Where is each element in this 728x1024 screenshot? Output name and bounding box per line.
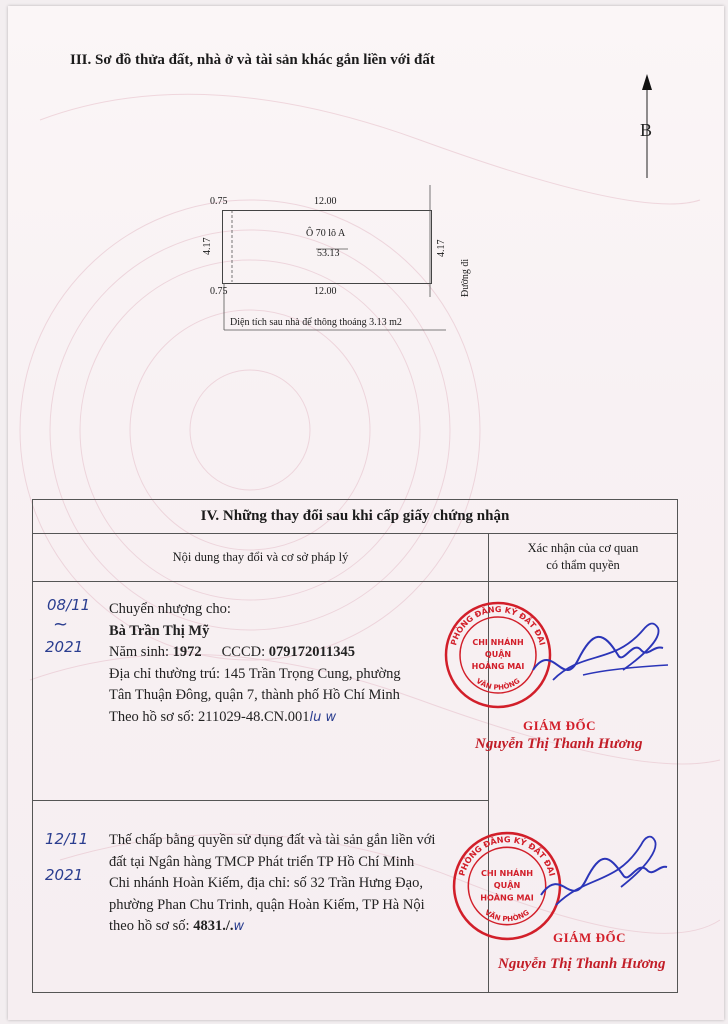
entry2-file-number: 4831./.: [193, 918, 234, 934]
entry2-title: GIÁM ĐỐC: [553, 930, 626, 945]
cccd-label: CCCD:: [221, 644, 269, 660]
svg-text:CHI NHÁNH: CHI NHÁNH: [472, 638, 524, 647]
svg-text:VĂN PHÒNG: VĂN PHÒNG: [474, 677, 522, 692]
top-left-dimension: 0.75: [210, 196, 228, 207]
entry2-signer-name: Nguyễn Thị Thanh Hương: [498, 956, 666, 972]
entry2-line-1: Thế chấp bằng quyền sử dụng đất và tài sản gắn liền với: [109, 832, 436, 848]
svg-text:HOÀNG MAI: HOÀNG MAI: [480, 892, 534, 903]
svg-text:PHÒNG ĐĂNG KÝ ĐẤT ĐAI: PHÒNG ĐĂNG KÝ ĐẤT ĐAI: [449, 604, 547, 647]
lot-area: 53.13: [317, 248, 340, 259]
column-header-authority: [489, 540, 677, 574]
authority-header-line-1: Xác nhận của cơ quan: [527, 541, 639, 555]
entry1-line-5: Tân Thuận Đông, quận 7, thành phố Hồ Chí Minh: [109, 687, 400, 703]
section-3-title: III. Sơ đồ thửa đất, nhà ở và tài sản khác gắn liền với đất: [70, 52, 435, 68]
column-header-content: Nội dung thay đổi và cơ sở pháp lý: [33, 534, 489, 581]
svg-text:VĂN PHÒNG: VĂN PHÒNG: [483, 907, 531, 924]
entry1-line-6: [109, 707, 401, 729]
entry2-date-day: 12/11: [45, 830, 89, 848]
entry2-date-year: 2021: [45, 866, 84, 884]
entry1-owner-name: Bà Trần Thị Mỹ: [109, 622, 210, 639]
entry1-signature-icon: [523, 610, 673, 695]
plot-note: Diện tích sau nhà để thông thoáng 3.13 m2: [230, 317, 402, 328]
entry2-file-label: theo hồ sơ số:: [109, 918, 194, 934]
authority-header-line-2: có thẩm quyền: [546, 558, 620, 572]
top-right-dimension: 12.00: [314, 196, 337, 207]
birth-year: 1972: [172, 644, 202, 660]
north-label: B: [640, 120, 653, 140]
entry1-date-year: 2021: [45, 638, 84, 656]
birth-year-label: Năm sinh:: [109, 644, 173, 660]
left-side-dimension: 4.17: [202, 237, 213, 255]
entry1-date-day: 08/11: [47, 596, 91, 614]
entry2-text: [109, 830, 435, 938]
table-header: [33, 534, 677, 582]
entry2-line-5: [109, 916, 435, 938]
land-plot-diagram: [190, 185, 490, 335]
cccd-number: 079172011345: [268, 644, 355, 660]
row-divider: [33, 800, 488, 801]
entry2-line-2: đất tại Ngân hàng TMCP Phát triển TP Hồ Chí Minh: [109, 853, 415, 870]
plot-lines: [190, 185, 490, 335]
svg-text:QUẬN: QUẬN: [493, 880, 521, 891]
bottom-right-dimension: 12.00: [314, 286, 337, 297]
entry1-signer-name: Nguyễn Thị Thanh Hương: [475, 736, 643, 752]
entry1-line-4: Địa chỉ thường trú: 145 Trần Trọng Cung, phường: [109, 665, 401, 682]
entry1-text: [109, 599, 401, 728]
north-arrow-icon: [635, 72, 659, 182]
entry1-initials: lu w: [309, 709, 337, 725]
entry1-date-mark: ~: [53, 614, 69, 635]
svg-text:HOÀNG MAI: HOÀNG MAI: [471, 662, 525, 671]
entry1-line-3: [109, 642, 401, 664]
section-4-title: IV. Những thay đổi sau khi cấp giấy chứng nhận: [33, 500, 677, 534]
svg-text:PHÒNG ĐĂNG KÝ ĐẤT ĐAI: PHÒNG ĐĂNG KÝ ĐẤT ĐAI: [456, 834, 558, 878]
bottom-left-dimension: 0.75: [210, 286, 228, 297]
entry2-initials: w: [233, 919, 245, 934]
entry2-signature-icon: [531, 825, 671, 915]
lot-name: Ô 70 lô A: [306, 228, 346, 239]
entry1-title: GIÁM ĐỐC: [523, 718, 596, 733]
entry2-line-4: phường Phan Chu Trinh, quận Hoàn Kiếm, TP Hà Nội: [109, 896, 425, 913]
road-label: Đường đi: [460, 258, 471, 297]
entry1-file-number: Theo hồ sơ số: 211029-48.CN.001: [109, 708, 310, 725]
right-side-dimension: 4.17: [436, 239, 447, 257]
changes-table: [32, 499, 678, 993]
svg-text:CHI NHÁNH: CHI NHÁNH: [480, 867, 534, 878]
entry1-line-1: Chuyển nhượng cho:: [109, 601, 231, 617]
entry2-line-3: Chi nhánh Hoàn Kiếm, địa chỉ: số 32 Trần Hưng Đạo,: [109, 875, 423, 891]
svg-text:QUẬN: QUẬN: [484, 650, 512, 659]
